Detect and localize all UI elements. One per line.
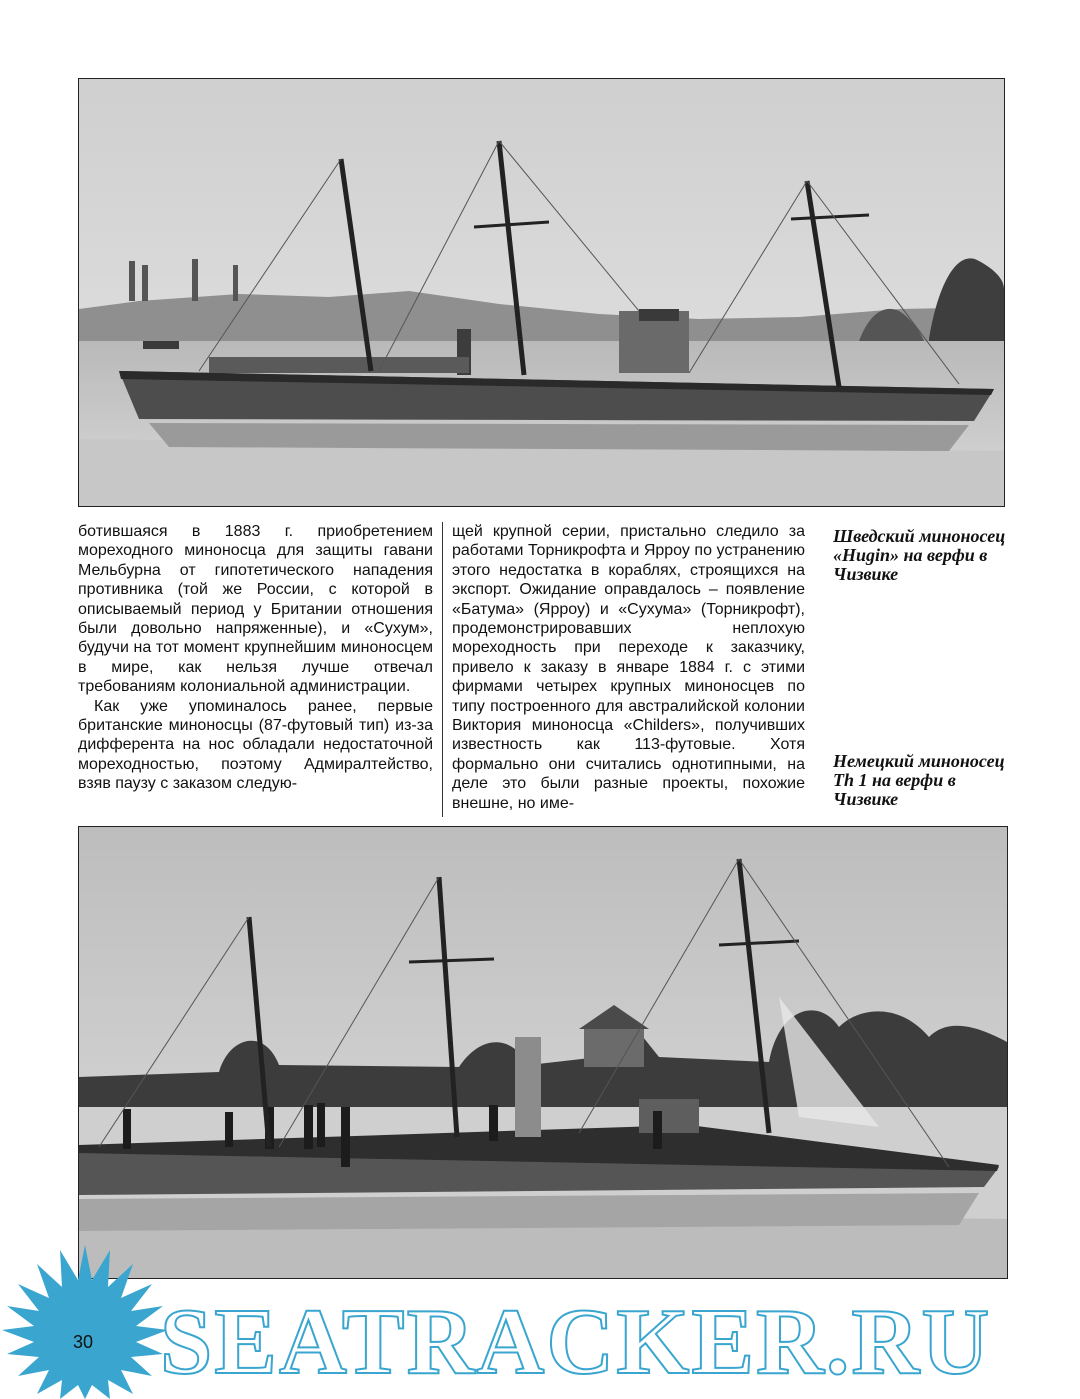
page-number: 30 bbox=[72, 1332, 94, 1352]
paragraph: Как уже упоминалось ранее, первые британские миноносцы (87-футовый тип) из-за дифферента на нос обладали недостаточной мореходностью, поэтому Адмиралтейство, взяв паузу с заказом следую- bbox=[78, 697, 433, 793]
starburst-icon bbox=[2, 1245, 168, 1399]
text-column-right bbox=[452, 522, 805, 813]
photo-th1 bbox=[78, 826, 1008, 1279]
paragraph: щей крупной серии, пристально следило за работами Торникрофта и Ярроу по устранению этого недостатка в кораблях, строящихся на экспорт. Ожидание оправдалось – появление «Батума» (Ярроу) и «Сухума» (Торникрофт), продемонстрировавших неплохую мореходность при переходе к заказчику, привело к заказу в январе 1884 г. с этими фирмами четырех крупных миноносцев по типу построенного для австралийской колонии Виктория миноносца «Childers», получивших известность как 113-футовые. Хотя формально они считались однотипными, на деле это были разные проекты, похожие внешне, но име- bbox=[452, 523, 805, 812]
paragraph: ботившаяся в 1883 г. приобретением мореходного миноносца для защиты гавани Мельбурна от гипотетического нападения противника (той же России, с которой в описываемый период у Британии отношения были довольно напряженные), и «Сухум», будучи на тот момент крупнейшим миноносцем в мире, как нельзя лучше отвечал требованиям колониальной администрации. bbox=[78, 523, 433, 696]
text-column-left bbox=[78, 522, 433, 794]
ship-photo-illustration bbox=[79, 827, 1007, 1278]
caption-bottom-photo: Немецкий миноносец Th 1 на верфи в Чизвике bbox=[833, 751, 1005, 809]
ship-photo-illustration bbox=[79, 79, 1004, 506]
photo-hugin bbox=[78, 78, 1005, 507]
column-divider bbox=[442, 522, 443, 817]
watermark-text: SEATRACKER.RU bbox=[160, 1290, 992, 1394]
caption-top-photo: Шведский миноносец «Hugin» на верфи в Чизвике bbox=[833, 526, 1006, 584]
